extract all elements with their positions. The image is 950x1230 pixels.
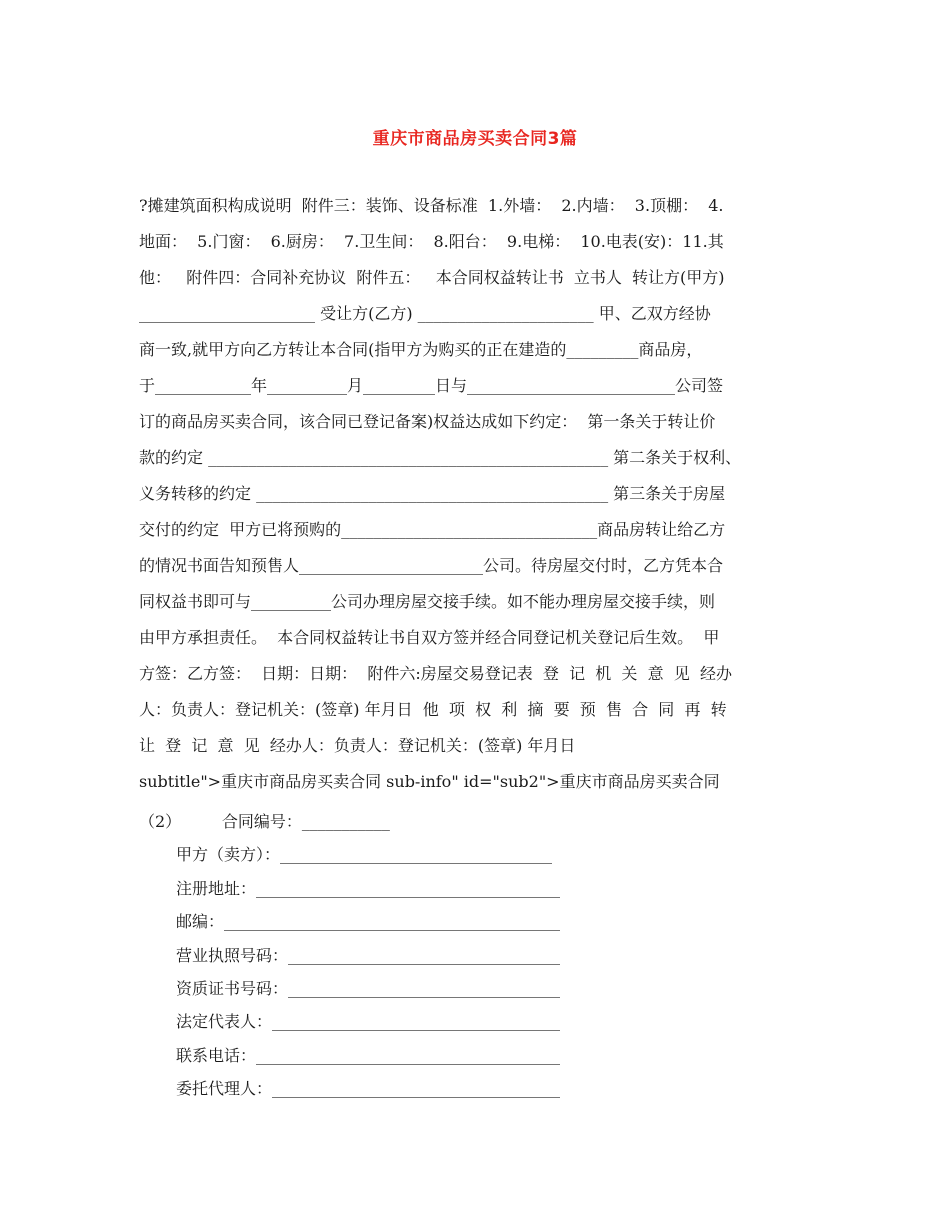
contract-body (139, 196, 829, 808)
body-line: ______________________ 受让方(乙方) ______________________ 甲、乙双方经协 (139, 304, 711, 323)
field-line-license: 营业执照号码：__________________________________ (176, 945, 561, 965)
body-line: 商一致,就甲方向乙方转让本合同(指甲方为购买的正在建造的_________商品房， (139, 340, 703, 359)
body-line: 同权益书即可与__________公司办理房屋交接手续。如不能办理房屋交接手续，则 (139, 592, 716, 611)
field-line-phone: 联系电话：______________________________________ (176, 1045, 561, 1065)
body-line: 款的约定 __________________________________________________ 第二条关于权利、 (139, 448, 742, 467)
body-line: ?摊建筑面积构成说明 附件三：装饰、设备标准 1.外墙： 2.内墙： 3.顶棚： 4. (139, 196, 724, 215)
body-line: 义务转移的约定 ____________________________________________ 第三条关于房屋 (139, 484, 726, 503)
body-line: 让 登 记 意 见 经办人：负责人：登记机关：(签章) 年月日 (139, 736, 576, 755)
body-line: 人：负责人：登记机关：(签章) 年月日 他 项 权 利 摘 要 预 售 合 同 再 转 (139, 700, 727, 719)
body-line: 于____________年__________月_________日与__________________________公司签 (139, 376, 724, 395)
document-title: 重庆市商品房买卖合同3篇 (372, 129, 578, 149)
field-line-postcode: 邮编：__________________________________________ (176, 912, 561, 932)
body-line: subtitle">重庆市商品房买卖合同 sub-info" id="sub2">重庆市商品房买卖合同 (139, 772, 720, 791)
body-line: 的情况书面告知预售人_______________________公司。待房屋交付时，乙方凭本合 (139, 556, 724, 575)
contract-number-line: （2） 合同编号：___________ (139, 812, 390, 831)
field-line-seller: 甲方（卖方）：__________________________________ (176, 845, 553, 865)
field-line-qualification: 资质证书号码：__________________________________ (176, 978, 561, 998)
body-line: 方签：乙方签： 日期：日期： 附件六:房屋交易登记表 登 记 机 关 意 见 经办 (139, 664, 732, 683)
contract-fields (139, 812, 839, 1113)
body-line: 交付的约定 甲方已将预购的________________________________商品房转让给乙方 (139, 520, 726, 539)
body-line: 由甲方承担责任。 本合同权益转让书自双方签并经合同登记机关登记后生效。 甲 (139, 628, 720, 647)
body-line: 地面： 5.门窗： 6.厨房： 7.卫生间： 8.阳台： 9.电梯： 10.电表(安)：11.其 (139, 232, 724, 251)
field-line-legal-rep: 法定代表人：____________________________________ (176, 1012, 561, 1032)
field-line-agent: 委托代理人：____________________________________ (176, 1079, 561, 1099)
body-line: 他： 附件四：合同补充协议 附件五： 本合同权益转让书 立书人 转让方(甲方) (139, 268, 725, 287)
field-line-address: 注册地址：______________________________________ (176, 878, 561, 898)
body-line: 订的商品房买卖合同，该合同已登记备案)权益达成如下约定： 第一条关于转让价 (139, 412, 716, 431)
